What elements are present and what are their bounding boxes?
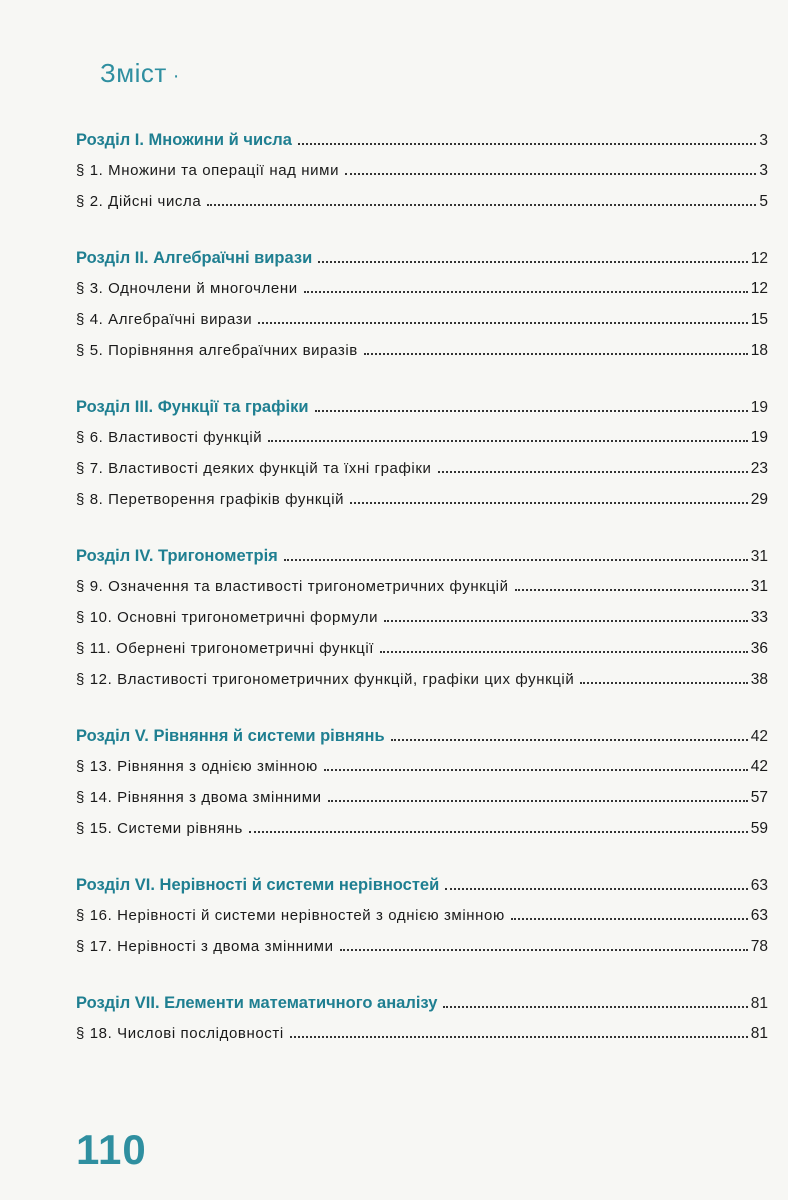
toc-section-heading-title: Розділ VI. Нерівності й системи нерівностей	[76, 876, 440, 894]
toc-entry-page: 57	[750, 789, 768, 806]
toc-entry-page: 31	[750, 578, 768, 595]
toc-entry-title: § 1. Множини та операції над ними	[76, 162, 340, 179]
toc-entry[interactable]	[76, 938, 768, 969]
toc-entry-title: § 15. Системи рівнянь	[76, 820, 243, 837]
toc-entry-title: § 17. Нерівності з двома змінними	[76, 938, 334, 955]
toc-entry-page: 78	[750, 938, 768, 955]
toc-section-heading[interactable]	[76, 547, 768, 578]
toc-entry-page: 18	[750, 342, 768, 359]
toc-section-heading-page: 31	[750, 548, 768, 565]
toc-entry-page: 12	[750, 280, 768, 297]
toc-entry-title: § 4. Алгебраїчні вирази	[76, 311, 253, 328]
dot-leader	[364, 353, 748, 355]
toc-entry[interactable]	[76, 609, 768, 640]
toc-entry[interactable]	[76, 671, 768, 702]
toc-entry[interactable]	[76, 193, 768, 224]
toc-section-heading[interactable]	[76, 249, 768, 280]
toc-section-heading-title: Розділ IV. Тригонометрія	[76, 547, 278, 565]
dot-leader	[445, 888, 748, 890]
toc-section-heading-page: 19	[750, 399, 768, 416]
toc-section	[76, 876, 768, 969]
toc-section	[76, 727, 768, 851]
dot-leader	[315, 410, 748, 412]
toc-entry[interactable]	[76, 342, 768, 373]
toc-entry-page: 19	[750, 429, 768, 446]
toc-entry-page: 38	[750, 671, 768, 688]
dot-leader	[580, 682, 747, 684]
toc-entry-title: § 6. Властивості функцій	[76, 429, 263, 446]
toc-entry-page: 23	[750, 460, 768, 477]
toc-entry[interactable]	[76, 491, 768, 522]
toc-entry-title: § 2. Дійсні числа	[76, 193, 202, 210]
dot-leader	[515, 589, 748, 591]
dot-leader	[345, 173, 756, 175]
dot-leader	[380, 651, 748, 653]
toc-entry[interactable]	[76, 311, 768, 342]
toc-entry-title: § 5. Порівняння алгебраїчних виразів	[76, 342, 358, 359]
toc-entry-title: § 13. Рівняння з однією змінною	[76, 758, 318, 775]
dot-leader	[298, 143, 756, 145]
toc-entry[interactable]	[76, 280, 768, 311]
toc-entry-title: § 18. Числові послідовності	[76, 1025, 284, 1042]
page-title-dot: ·	[172, 65, 180, 87]
toc-entry-page: 42	[750, 758, 768, 775]
dot-leader	[443, 1006, 747, 1008]
toc-entry-page: 3	[759, 162, 768, 179]
toc-entry[interactable]	[76, 640, 768, 671]
toc-section-heading-title: Розділ V. Рівняння й системи рівнянь	[76, 727, 385, 745]
dot-leader	[258, 322, 748, 324]
toc-section-heading-title: Розділ I. Множини й числа	[76, 131, 292, 149]
toc-entry[interactable]	[76, 1025, 768, 1056]
toc-section	[76, 994, 768, 1056]
page-title-text: Зміст	[100, 58, 167, 88]
page-number: 110	[76, 1126, 147, 1173]
toc-entry-page: 33	[750, 609, 768, 626]
toc-entry[interactable]	[76, 162, 768, 193]
toc-section-heading[interactable]	[76, 994, 768, 1025]
toc-entry-page: 36	[750, 640, 768, 657]
toc-entry-page: 59	[750, 820, 768, 837]
dot-leader	[324, 769, 748, 771]
table-of-contents	[76, 131, 768, 1081]
toc-entry-title: § 12. Властивості тригонометричних функцій, графіки цих функцій	[76, 671, 575, 688]
toc-section-heading[interactable]	[76, 876, 768, 907]
toc-entry-page: 15	[750, 311, 768, 328]
toc-entry[interactable]	[76, 460, 768, 491]
toc-section	[76, 249, 768, 373]
toc-entry-title: § 8. Перетворення графіків функцій	[76, 491, 345, 508]
toc-section-heading-page: 42	[750, 728, 768, 745]
toc-entry-title: § 11. Обернені тригонометричні функції	[76, 640, 375, 657]
dot-leader	[350, 502, 748, 504]
toc-section-heading[interactable]	[76, 131, 768, 162]
toc-section-heading-title: Розділ VII. Елементи математичного аналізу	[76, 994, 438, 1012]
toc-section-heading[interactable]	[76, 727, 768, 758]
dot-leader	[284, 559, 748, 561]
toc-entry[interactable]	[76, 907, 768, 938]
toc-section	[76, 131, 768, 224]
toc-entry-title: § 3. Одночлени й многочлени	[76, 280, 298, 297]
toc-entry[interactable]	[76, 789, 768, 820]
dot-leader	[328, 800, 748, 802]
dot-leader	[438, 471, 748, 473]
dot-leader	[318, 261, 748, 263]
toc-entry[interactable]	[76, 758, 768, 789]
dot-leader	[391, 739, 748, 741]
dot-leader	[384, 620, 748, 622]
toc-section	[76, 398, 768, 522]
toc-entry[interactable]	[76, 820, 768, 851]
toc-entry-page: 63	[750, 907, 768, 924]
toc-entry-page: 81	[750, 1025, 768, 1042]
toc-entry-page: 5	[759, 193, 768, 210]
page-title	[100, 58, 180, 89]
dot-leader	[304, 291, 748, 293]
dot-leader	[511, 918, 748, 920]
toc-entry-title: § 9. Означення та властивості тригонометричних функцій	[76, 578, 509, 595]
toc-section-heading[interactable]	[76, 398, 768, 429]
dot-leader	[340, 949, 748, 951]
toc-section-heading-page: 3	[759, 132, 768, 149]
dot-leader	[290, 1036, 748, 1038]
toc-section-heading-page: 63	[750, 877, 768, 894]
toc-entry-title: § 16. Нерівності й системи нерівностей з однією змінною	[76, 907, 505, 924]
toc-section-heading-title: Розділ III. Функції та графіки	[76, 398, 309, 416]
toc-entry-title: § 14. Рівняння з двома змінними	[76, 789, 322, 806]
toc-section	[76, 547, 768, 702]
toc-entry-title: § 10. Основні тригонометричні формули	[76, 609, 379, 626]
dot-leader	[207, 204, 756, 206]
dot-leader	[268, 440, 747, 442]
toc-section-heading-page: 12	[750, 250, 768, 267]
toc-section-heading-title: Розділ II. Алгебраїчні вирази	[76, 249, 313, 267]
dot-leader	[249, 831, 748, 833]
toc-section-heading-page: 81	[750, 995, 768, 1012]
toc-entry[interactable]	[76, 578, 768, 609]
toc-entry[interactable]	[76, 429, 768, 460]
toc-entry-page: 29	[750, 491, 768, 508]
toc-entry-title: § 7. Властивості деяких функцій та їхні графіки	[76, 460, 432, 477]
